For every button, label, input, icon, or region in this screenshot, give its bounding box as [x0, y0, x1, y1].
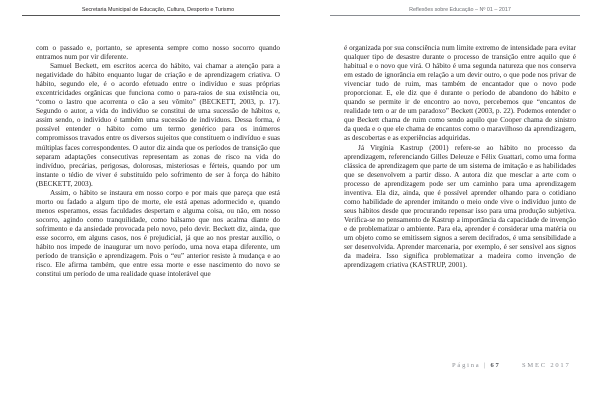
paragraph: Já Virgínia Kastrup (2001) refere-se ao hábito no processo da aprendizagem, referenciando Gilles Deleuze e Félix Guattari, como uma forma clássica de aprendizagem que parte de um sistema de imitação e as habilidades que se desenvolvem a partir disso. A autora diz que mesclar a arte com o processo de aprendizagem pode ser um caminho para uma aprendizagem inventiva. Ela diz, ainda, que é possível aprender olhando para o cotidiano como habilidade de aprender imitando o meio onde vive o indivíduo junto de seus hábitos desde que procurando repensar isso para uma produção subjetiva. Verifica-se no pensamento de Kastrup a importância da capacidade de invenção e de problematizar o ambiente. Para ela, aprender é considerar uma matéria ou um objeto como se emitissem signos a serem decifrados, é uma sensibilidade a ser desenvolvida. Aprender marcenaria, por exemplo, é ser sensível aos signos da madeira. Isso significa problematizar a madeira como invenção de aprendizagem criativa (KASTRUP, 2001).	[344, 143, 576, 270]
header-left: Secretaria Municipal de Educação, Cultura, Desporto e Turismo	[81, 7, 235, 13]
paragraph: Assim, o hábito se instaura em nosso corpo e por mais que pareça que está morto ou fadado a algum tipo de morte, ele está apenas adormecido e, quando menos esperamos, essas faculdades despertam e alguma coisa, ou não, em nosso socorro, agindo como tranquilidade, como bálsamo que nos acalma diante do sofrimento e da ansiedade provocada pelo novo, pelo devir. Beckett diz, ainda, que esse socorro, em alguns casos, nos é prejudicial, já que ao nos prestar auxílio, o hábito nos impede de inaugurar um novo período, uma nova etapa diferente, um período de transição e aprendizagem. Pois o “eu” anterior resiste à mudança e ao risco. Ele afirma também, que entre essa morte e esse nascimento do novo se constitui um período de uma realidade quase intolerável que	[36, 188, 280, 279]
right-column	[344, 44, 576, 270]
page-separator: |	[483, 362, 488, 369]
header-rule-left	[22, 15, 280, 16]
paragraph: é organizada por sua consciência num limite extremo de intensidade para evitar qualquer tipo de desastre durante o processo de transição entre aquilo que é habitual e o novo que virá. O hábito é uma segunda natureza que nos conserva em estado de ignorância em relação a um devir outro, o que pode nos privar de vivenciar tudo de ruim, mas também de encantador que o novo pode proporcionar. E, ele diz que é durante o período de abandono do hábito e quando se permite ir de encontro ao novo, percebemos que “encantos de realidade tem o ar de um paradoxo” Beckett (2003, p. 22). Podemos entender o que Beckett chama de ruim como sendo aquilo que Cooper chama de sinistro da queda e o que ele chama de encantos como o maravilhoso da aprendizagem, as descobertas e as experiências adquiridas.	[344, 44, 576, 143]
paragraph: com o passado e, portanto, se apresenta sempre como nosso socorro quando entramos num por vir diferente.	[36, 44, 280, 62]
page-label: Página	[452, 362, 481, 369]
page-footer	[452, 360, 501, 372]
left-column	[36, 44, 280, 279]
page-number: 67	[490, 362, 501, 369]
publication-label: SMEC 2017	[522, 362, 571, 369]
paragraph: Samuel Beckett, em escritos acerca do hábito, vai chamar a atenção para a negatividade do hábito enquanto lugar de criação e de aprendizagem criativa. O hábito, segundo ele, é o acordo efetuado entre o indivíduo e suas próprias excentricidades orgânicas que funciona como o para-raios de sua existência ou, “como o lastro que acorrenta o cão a seu vômito” (BECKETT, 2003, p. 17). Segundo o autor, a vida do indivíduo se constitui de uma sucessão de hábitos e, assim sendo, o indivíduo é também uma sucessão de indivíduos. Dessa forma, é possível entender o hábito como um termo genérico para os inúmeros compromissos travados entre os diversos sujeitos que constituem o indivíduo e suas múltiplas faces correspondentes. O autor diz ainda que os períodos de transição que separam adaptações consecutivas representam as zonas de risco na vida do indivíduo, precárias, perigosas, dolorosas, misteriosas e férteis, quando por um instante o tédio de viver é substituído pelo sofrimento de ser à força do hábito (BECKETT, 2003).	[36, 62, 280, 188]
header-right: Reflexões sobre Educação – Nº 01 – 2017	[409, 7, 511, 13]
header-rule-right	[330, 15, 580, 16]
